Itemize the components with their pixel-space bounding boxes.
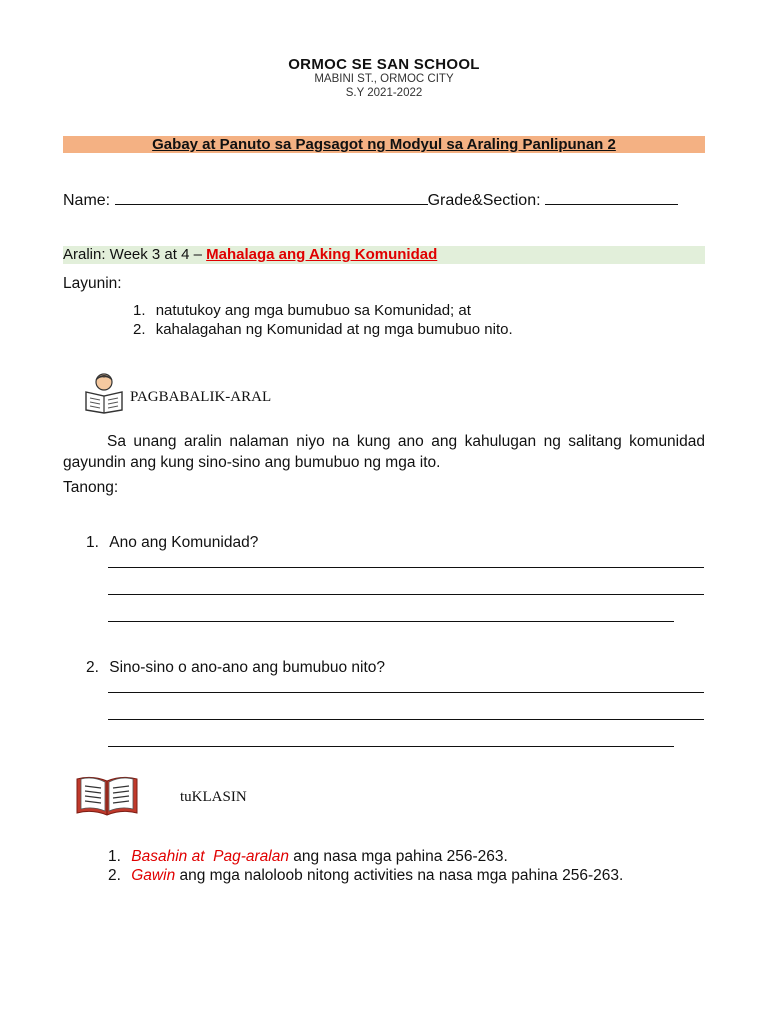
tuklasin-item-number: 1. xyxy=(108,848,121,865)
aralin-bar xyxy=(63,246,705,264)
question-text: Sino-sino o ano-ano ang bumubuo nito? xyxy=(109,659,386,676)
pagbabalik-paragraph: Sa unang aralin nalaman niyo na kung ano ang kahulugan ng salitang komunidad gayundin ang kung sino-sino ang bumubuo ng mga ito. xyxy=(63,433,705,471)
tuklasin-item-text: ang nasa mga pahina 256-263. xyxy=(288,848,508,865)
layunin-item xyxy=(133,302,471,319)
layunin-label: Layunin: xyxy=(63,275,122,292)
tuklasin-item-highlight: Basahin at Pag-aralan xyxy=(131,848,289,865)
aralin-title: Mahalaga ang Aking Komunidad xyxy=(206,246,438,263)
answer-line[interactable] xyxy=(108,594,704,595)
reader-icon xyxy=(82,370,126,419)
tanong-label: Tanong: xyxy=(63,479,119,496)
layunin-item-number: 1. xyxy=(133,302,146,319)
grade-section-label: Grade&Section: xyxy=(427,192,541,209)
layunin-item xyxy=(133,321,513,338)
tuklasin-item-highlight: Gawin xyxy=(131,867,176,884)
aralin-prefix: Aralin: Week 3 at 4 – xyxy=(63,246,202,263)
school-address: MABINI ST., ORMOC CITY xyxy=(314,73,454,85)
name-grade-line xyxy=(63,190,713,210)
layunin-item-number: 2. xyxy=(133,321,146,338)
tuklasin-item xyxy=(108,848,508,866)
guide-title: Gabay at Panuto sa Pagsagot ng Modyul sa Araling Panlipunan 2 xyxy=(63,136,705,153)
question-item xyxy=(86,534,258,552)
question-number: 2. xyxy=(86,659,99,676)
open-book-icon xyxy=(74,773,140,824)
layunin-item-text: natutukoy ang mga bumubuo sa Komunidad; at xyxy=(155,302,471,319)
question-item xyxy=(86,659,385,677)
question-text: Ano ang Komunidad? xyxy=(109,534,259,551)
name-field[interactable] xyxy=(115,190,428,205)
name-label: Name: xyxy=(63,192,111,209)
pagbabalik-heading: PAGBABALIK-ARAL xyxy=(130,389,272,405)
tuklasin-item-text: ang mga naloloob nitong activities na nasa mga pahina 256-263. xyxy=(175,867,624,884)
tuklasin-heading: tuKLASIN xyxy=(180,789,247,805)
tuklasin-item xyxy=(108,867,623,885)
answer-line[interactable] xyxy=(108,719,704,720)
school-year: S.Y 2021-2022 xyxy=(345,87,423,99)
grade-section-field[interactable] xyxy=(545,190,678,205)
question-number: 1. xyxy=(86,534,99,551)
answer-line[interactable] xyxy=(108,746,674,747)
tuklasin-item-number: 2. xyxy=(108,867,121,884)
answer-line[interactable] xyxy=(108,567,704,568)
answer-line[interactable] xyxy=(108,621,674,622)
layunin-item-text: kahalagahan ng Komunidad at ng mga bumubuo nito. xyxy=(155,321,513,338)
answer-line[interactable] xyxy=(108,692,704,693)
school-name: ORMOC SE SAN SCHOOL xyxy=(288,56,480,73)
